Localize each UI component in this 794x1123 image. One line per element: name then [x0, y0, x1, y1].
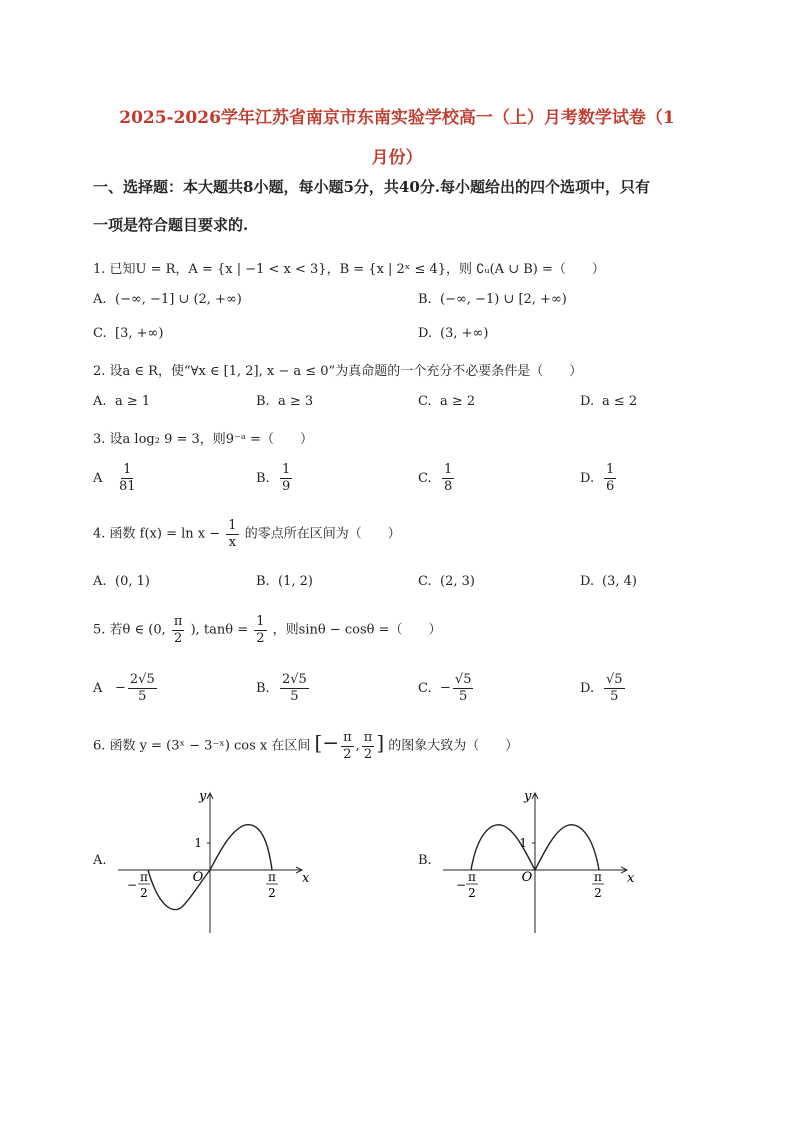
fraction-denominator: 2 [256, 630, 265, 646]
q4-option-b[interactable] [256, 574, 313, 589]
tick-neg-pi: π [140, 870, 148, 884]
q4-option-d[interactable] [580, 574, 637, 589]
fraction-numerator: 1 [606, 462, 615, 477]
fraction-numerator: π [173, 614, 183, 629]
option-fraction [280, 462, 292, 494]
fraction-denominator: 2 [343, 746, 352, 762]
fraction-numerator: 2√5 [282, 672, 307, 687]
question-4-stem [93, 518, 401, 550]
fraction-denominator: 81 [119, 478, 136, 494]
q5-option-b[interactable] [256, 672, 311, 704]
q6-graph-b[interactable] [435, 785, 635, 940]
fraction-numerator: √5 [454, 672, 472, 687]
q6-stem-prefix: 6. 函数 y = (3ˣ − 3⁻ˣ) cos x 在区间 [93, 738, 311, 754]
option-label: C. [93, 326, 107, 341]
option-text: a ≥ 2 [440, 394, 476, 409]
interval-separator: , [355, 738, 360, 754]
q1-option-d[interactable] [418, 326, 488, 341]
q4-fraction [226, 518, 238, 550]
tick-pos-two: 2 [594, 886, 602, 900]
q3-option-d[interactable] [580, 462, 618, 494]
option-text: (0, 1) [115, 574, 150, 589]
question-1-stem: 1. 已知U = R，A = {x | −1 < x < 3}，B = {x | 2ˣ ≤ 4}，则 ∁ᵤ(A ∪ B) =（ ） [93, 262, 605, 277]
question-5-stem [93, 614, 442, 646]
section-heading-line2: 一项是符合题目要求的. [93, 216, 249, 234]
tick-pos-pi: π [268, 870, 276, 884]
option-text: (1, 2) [278, 574, 313, 589]
fraction-denominator: 5 [459, 688, 468, 704]
fraction-denominator: 2 [174, 630, 183, 646]
fraction-numerator: π [343, 730, 352, 745]
question-6-stem [93, 730, 518, 762]
option-fraction [604, 462, 616, 494]
interval-right-value [362, 730, 375, 762]
q2-option-c[interactable] [418, 394, 475, 409]
origin-label: O [521, 870, 533, 885]
option-sign: − [440, 680, 451, 696]
option-text: [3, +∞) [115, 326, 164, 341]
x-axis-label: x [302, 871, 310, 886]
interval-left-bracket: [− [314, 730, 340, 755]
q5-option-a[interactable] [93, 672, 159, 704]
q2-option-d[interactable] [580, 394, 637, 409]
fraction-numerator: √5 [606, 672, 623, 687]
option-label: B. [256, 574, 270, 589]
interval-right-bracket: ] [376, 730, 385, 755]
question-2-stem: 2. 设a ∈ R，使“∀x ∈ [1, 2], x − a ≤ 0”为真命题的一个充分不必要条件是（ ） [93, 364, 583, 379]
option-fraction [442, 462, 454, 494]
tick-pos-two: 2 [268, 886, 276, 900]
q1-option-a[interactable] [93, 292, 242, 307]
question-3-stem: 3. 设a log₂ 9 = 3，则9⁻ᵃ =（ ） [93, 432, 313, 447]
fraction-denominator: 5 [610, 688, 619, 704]
option-label: D. [418, 326, 433, 341]
fraction-numerator: π [363, 730, 373, 745]
option-text: (3, 4) [602, 574, 637, 589]
q1-option-b[interactable] [418, 292, 567, 307]
q6-stem-suffix: 的图象大致为（ ） [388, 738, 519, 754]
exam-title-line2: 月份） [371, 148, 423, 168]
option-fraction [453, 672, 474, 704]
option-label: D. [580, 470, 595, 486]
q4-stem-suffix: 的零点所在区间为（ ） [244, 526, 401, 542]
option-fraction [117, 462, 138, 494]
q6-option-b-label[interactable]: B. [418, 853, 432, 868]
tick-neg-pi: π [468, 870, 476, 884]
q5-option-d[interactable] [580, 672, 627, 704]
q1-option-c[interactable] [93, 326, 163, 341]
q4-option-c[interactable] [418, 574, 475, 589]
q4-stem-prefix: 4. 函数 f(x) = ln x − [93, 526, 221, 542]
fraction-denominator: 5 [138, 688, 147, 704]
q6-graph-a[interactable] [110, 785, 310, 940]
q3-option-b[interactable] [256, 462, 294, 494]
fraction-numerator: 1 [256, 614, 265, 629]
q3-option-c[interactable] [418, 462, 456, 494]
neg-sign: − [126, 878, 138, 892]
tick-one-label: 1 [519, 836, 527, 850]
q5-option-c[interactable] [418, 672, 475, 704]
option-label: B. [256, 680, 270, 696]
fraction-numerator: 1 [228, 518, 237, 533]
option-label: D. [580, 680, 595, 696]
option-label: C. [418, 470, 432, 486]
option-label: B. [256, 470, 270, 486]
option-label: B. [418, 292, 432, 307]
option-text: a ≤ 2 [602, 394, 638, 409]
option-sign: − [115, 680, 126, 696]
origin-label: O [192, 870, 204, 885]
q5-pi-over-two [172, 614, 185, 646]
interval-left-value [341, 730, 354, 762]
option-text: (−∞, −1] ∪ (2, +∞) [115, 292, 242, 307]
fraction-denominator: 2 [363, 746, 373, 762]
tick-neg-two: 2 [140, 886, 148, 900]
option-label: C. [418, 574, 432, 589]
option-label: A [93, 470, 103, 486]
option-fraction [128, 672, 157, 704]
option-label: D. [580, 394, 595, 409]
exam-title-line1: 2025-2026学年江苏省南京市东南实验学校高一（上）月考数学试卷（1 [119, 108, 675, 128]
q4-option-a[interactable] [93, 574, 150, 589]
q3-option-a[interactable] [93, 462, 140, 494]
neg-sign: − [455, 878, 467, 892]
section-heading-line1: 一、选择题：本大题共8小题，每小题5分，共40分.每小题给出的四个选项中，只有 [93, 178, 650, 196]
option-fraction [604, 672, 625, 704]
fraction-denominator: 5 [290, 688, 299, 704]
q5-one-half [254, 614, 266, 646]
y-axis-label: y [199, 789, 207, 804]
option-text: (2, 3) [440, 574, 475, 589]
fraction-denominator: x [228, 534, 237, 550]
option-text: (3, +∞) [440, 326, 489, 341]
fraction-numerator: 1 [123, 462, 132, 477]
option-label: C. [418, 680, 432, 696]
tick-pos-pi: π [594, 870, 602, 884]
option-label: B. [256, 394, 270, 409]
q6-option-a-label[interactable]: A. [93, 853, 107, 868]
fraction-denominator: 8 [444, 478, 453, 494]
fraction-denominator: 9 [282, 478, 291, 494]
option-text: a ≥ 3 [278, 394, 314, 409]
q5-stem-middle: ), tanθ = [190, 622, 249, 638]
fraction-numerator: 2√5 [129, 672, 155, 687]
q2-option-a[interactable] [93, 394, 150, 409]
option-label: A. [93, 574, 107, 589]
q5-stem-suffix: ，则sinθ − cosθ =（ ） [272, 622, 442, 638]
tick-neg-two: 2 [468, 886, 476, 900]
fraction-numerator: 1 [444, 462, 453, 477]
option-text: (−∞, −1) ∪ [2, +∞) [440, 292, 567, 307]
q2-option-b[interactable] [256, 394, 313, 409]
q5-stem-prefix: 5. 若θ ∈ (0, [93, 622, 166, 638]
fraction-numerator: 1 [282, 462, 291, 477]
option-label: D. [580, 574, 595, 589]
option-label: A. [93, 292, 107, 307]
option-label: A. [93, 394, 107, 409]
option-fraction [280, 672, 309, 704]
option-text: a ≥ 1 [115, 394, 151, 409]
y-axis-label: y [524, 789, 532, 804]
tick-one-label: 1 [194, 836, 202, 850]
x-axis-label: x [627, 871, 635, 886]
option-label: A [93, 680, 103, 696]
fraction-denominator: 6 [606, 478, 615, 494]
option-label: C. [418, 394, 432, 409]
